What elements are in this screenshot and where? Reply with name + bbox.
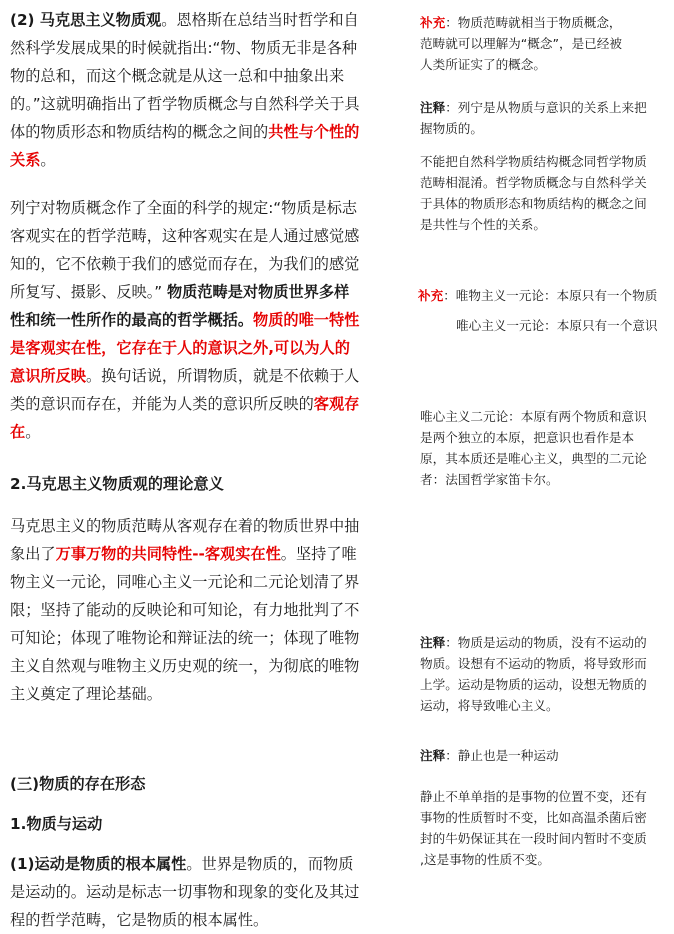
section-heading-theoretical-significance: 2.马克思主义物质观的理论意义 [10, 475, 224, 493]
paragraph-text: 。恩格斯在总结当时哲学和自然科学发展成果的时候就指出:“物、物质无非是各种物的总和，而这个概念就是从这一总和中抽象出来的。”这就明确指出了哲学物质概念与自然科学关于具体的物质形态和物质结构的概念之间的 [10, 11, 360, 141]
note-text: 不能把自然科学物质结构概念同哲学物质范畴相混淆。哲学物质概念与自然科学关于具体的物质形态和物质结构的概念之间是共性与个性的关系。 [420, 154, 647, 232]
paragraph-materialism-view [10, 6, 364, 174]
note-do-not-confuse [420, 151, 652, 235]
section-heading-matter-and-motion: 1.物质与运动 [10, 815, 103, 833]
note-tag: 注释 [420, 635, 446, 650]
highlight-text: 物质的唯一特性是客观实在性，它存在于人的意识之外,可以为人的意识所反映 [10, 311, 360, 385]
section-title-marxist-materialism: (2) 马克思主义物质观 [10, 11, 162, 29]
highlight-text: 万事万物的共同特性--客观实在性 [55, 545, 281, 563]
paragraph-lenin-definition [10, 194, 364, 446]
note-supplement-category [420, 12, 632, 75]
note-text: 唯心主义二元论：本原有两个物质和意识是两个独立的本原，把意识也看作是本原，其本质还是唯心主义，典型的二元论者：法国哲学家笛卡尔。 [420, 409, 647, 487]
paragraph-theoretical-significance [10, 512, 364, 708]
paragraph-text: 。坚持了唯物主义一元论，同唯心主义一元论和二元论划清了界限；坚持了能动的反映论和可知论，有力地批判了不可知论；体现了唯物论和辩证法的统一；体现了唯物主义自然观与唯物主义历史观的统一，为彻底的唯物主义奠定了理论基础。 [10, 545, 360, 703]
section-heading-forms-of-matter: (三)物质的存在形态 [10, 775, 146, 793]
paragraph-text: 。世界是物质的，而物质是运动的。运动是标志一切事物和现象的变化及其过程的哲学范畴，它是物质的根本属性。 [10, 855, 360, 929]
note-text: 静止不单单指的是事物的位置不变，还有事物的性质暂时不变，比如高温杀菌后密封的牛奶保证其在一段时间内暂时不变质 ,这是事物的性质不变。 [420, 789, 647, 867]
paragraph-motion-attribute [10, 850, 364, 934]
bold-text: (1)运动是物质的根本属性 [10, 855, 187, 873]
note-dualism [420, 406, 652, 490]
note-annotation-lenin [420, 97, 652, 139]
note-annotation-rest [420, 745, 652, 766]
note-rest-explanation [420, 786, 652, 870]
paragraph-text: 马克思主义的物质范畴从客观存在着的物质世界中抽象出了 [10, 517, 360, 563]
paragraph-text: 。 [40, 151, 56, 169]
note-text: ：列宁是从物质与意识的关系上来把握物质的。 [420, 100, 647, 136]
note-tag: 补充 [418, 288, 444, 303]
note-annotation-motion [420, 632, 652, 716]
note-text: ：物质范畴就相当于物质概念，范畴就可以理解为“概念”，是已经被人类所证实了的概念。 [420, 15, 622, 72]
note-tag: 注释 [420, 748, 446, 763]
paragraph-text: 列宁对物质概念作了全面的科学的规定:“物质是标志客观实在的哲学范畴，这种客观实在是人通过感觉感知的，它不依赖于我们的感觉而存在，为我们的感觉所复写、摄影、反映。” [10, 199, 360, 301]
note-supplement-monism [418, 285, 674, 336]
note-text: ：唯物主义一元论：本原只有一个物质 [443, 288, 658, 303]
note-tag: 补充 [420, 15, 446, 30]
note-text: ：静止也是一种运动 [445, 748, 559, 763]
paragraph-text: 。换句话说，所谓物质，就是不依赖于人类的意识而存在，并能为人类的意识所反映的 [10, 367, 360, 413]
note-text: 唯心主义一元论：本原只有一个意识 [456, 318, 658, 333]
note-text: ：物质是运动的物质，没有不运动的物质。设想有不运动的物质，将导致形而上学。运动是物质的运动，设想无物质的运动，将导致唯心主义。 [420, 635, 647, 713]
bold-text: 物质范畴是对物质世界多样性和统一性所作的最高的哲学概括。 [10, 283, 350, 329]
highlight-text: 共性与个性的关系 [10, 123, 360, 169]
paragraph-text: 。 [25, 423, 41, 441]
note-tag: 注释 [420, 100, 446, 115]
highlight-text: 客观存在 [10, 395, 360, 441]
